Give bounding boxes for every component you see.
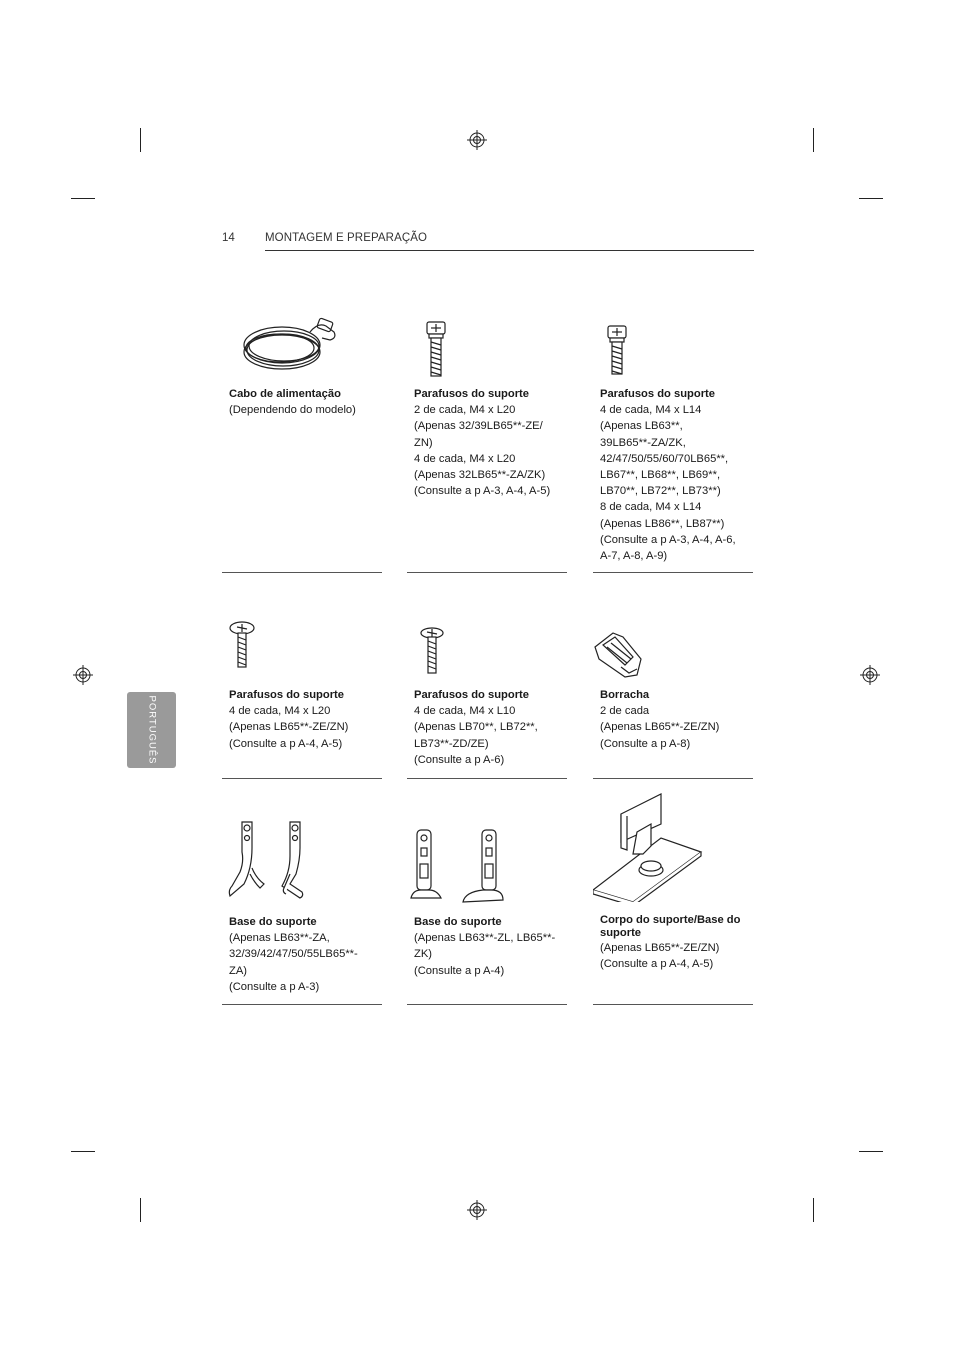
header-divider: [265, 250, 754, 251]
item-divider: [222, 572, 382, 573]
registration-mark-icon: [467, 1200, 487, 1220]
item-detail: (Consulte a p A-8): [600, 737, 691, 750]
rubber-pad-icon: [593, 615, 753, 679]
registration-mark-icon: [467, 130, 487, 150]
item-title: Parafusos do suporte: [600, 388, 716, 400]
registration-mark-icon: [860, 665, 880, 685]
item-detail: (Apenas 32/39LB65**-ZE/: [414, 420, 543, 433]
crop-mark: [859, 198, 883, 199]
item-detail: (Consulte a p A-3, A-4, A-6,: [600, 533, 736, 546]
item-divider: [407, 572, 567, 573]
item-detail: LB73**-ZD/ZE): [414, 737, 489, 750]
item-detail: (Consulte a p A-3, A-4, A-5): [414, 485, 551, 498]
stand-base-feet-icon: [407, 818, 567, 908]
item-detail: (Apenas LB63**-ZA,: [229, 932, 330, 945]
short-screw-icon: [407, 615, 567, 675]
item-detail: (Apenas LB65**-ZE/ZN): [229, 721, 349, 734]
item-card: [407, 615, 567, 781]
crop-mark: [71, 198, 95, 199]
item-title: Borracha: [600, 689, 650, 701]
item-title: Cabo de alimentação: [229, 388, 341, 400]
item-card: [593, 310, 753, 575]
item-card: [407, 818, 567, 1008]
item-detail: A-7, A-8, A-9): [600, 550, 668, 563]
item-divider: [407, 778, 567, 779]
item-divider: [222, 778, 382, 779]
item-detail: 4 de cada, M4 x L14: [600, 404, 702, 417]
language-tab-label: PORTUGUÊS: [146, 695, 157, 765]
item-title: Corpo do suporte/Base do suporte: [600, 914, 741, 939]
stand-base-pair-icon: [222, 818, 382, 902]
item-title: Parafusos do suporte: [414, 689, 530, 701]
item-detail: ZN): [414, 436, 433, 449]
item-card: [222, 818, 382, 1008]
item-divider: [593, 572, 753, 573]
item-detail: (Apenas LB63**-ZL, LB65**-: [414, 932, 556, 945]
flat-head-screw-icon: [222, 615, 382, 675]
item-detail: LB67**, LB68**, LB69**,: [600, 469, 721, 482]
item-card: [593, 615, 753, 781]
item-divider: [222, 1004, 382, 1005]
language-tab: [127, 692, 176, 768]
item-card: [222, 310, 382, 575]
item-detail: (Consulte a p A-4, A-5): [600, 958, 714, 971]
item-title: Parafusos do suporte: [414, 388, 530, 400]
crop-mark: [813, 1198, 814, 1222]
item-divider: [407, 1004, 567, 1005]
item-title: Base do suporte: [229, 916, 317, 928]
long-screw-icon: [407, 310, 567, 380]
item-detail: 4 de cada, M4 x L10: [414, 705, 516, 718]
item-title: Parafusos do suporte: [229, 689, 345, 701]
item-card: [222, 615, 382, 781]
item-detail: 4 de cada, M4 x L20: [414, 452, 516, 465]
power-cable-icon: [222, 310, 382, 380]
crop-mark: [859, 1151, 883, 1152]
item-card: [593, 790, 753, 1008]
item-detail: 42/47/50/55/60/70LB65**,: [600, 452, 729, 465]
section-title: MONTAGEM E PREPARAÇÃO: [265, 232, 428, 244]
crop-mark: [140, 1198, 141, 1222]
item-detail: (Dependendo do modelo): [229, 404, 356, 417]
item-divider: [593, 778, 753, 779]
stand-body-base-icon: [593, 790, 753, 902]
item-detail: (Consulte a p A-4, A-5): [229, 737, 343, 750]
item-divider: [593, 1004, 753, 1005]
item-title: Base do suporte: [414, 916, 502, 928]
item-detail: 4 de cada, M4 x L20: [229, 705, 331, 718]
item-detail: (Apenas 32LB65**-ZA/ZK): [414, 469, 546, 482]
crop-mark: [813, 128, 814, 152]
item-detail: ZK): [414, 948, 433, 961]
item-detail: 32/39/42/47/50/55LB65**-: [229, 948, 358, 961]
page-number: 14: [222, 232, 235, 244]
item-detail: (Consulte a p A-3): [229, 980, 320, 993]
item-card: [407, 310, 567, 575]
item-detail: (Apenas LB65**-ZE/ZN): [600, 721, 720, 734]
item-detail: LB70**, LB72**, LB73**): [600, 485, 721, 498]
item-detail: (Apenas LB70**, LB72**,: [414, 721, 538, 734]
item-detail: (Apenas LB63**,: [600, 420, 683, 433]
item-detail: (Consulte a p A-6): [414, 753, 505, 766]
item-detail: (Apenas LB86**, LB87**): [600, 517, 725, 530]
item-detail: 8 de cada, M4 x L14: [600, 501, 702, 514]
item-detail: ZA): [229, 964, 248, 977]
registration-mark-icon: [73, 665, 93, 685]
crop-mark: [140, 128, 141, 152]
screw-icon: [593, 310, 753, 380]
item-detail: 2 de cada: [600, 705, 650, 718]
item-detail: (Consulte a p A-4): [414, 964, 505, 977]
item-detail: 2 de cada, M4 x L20: [414, 404, 516, 417]
item-detail: (Apenas LB65**-ZE/ZN): [600, 942, 720, 954]
crop-mark: [71, 1151, 95, 1152]
item-detail: 39LB65**-ZA/ZK,: [600, 436, 686, 449]
